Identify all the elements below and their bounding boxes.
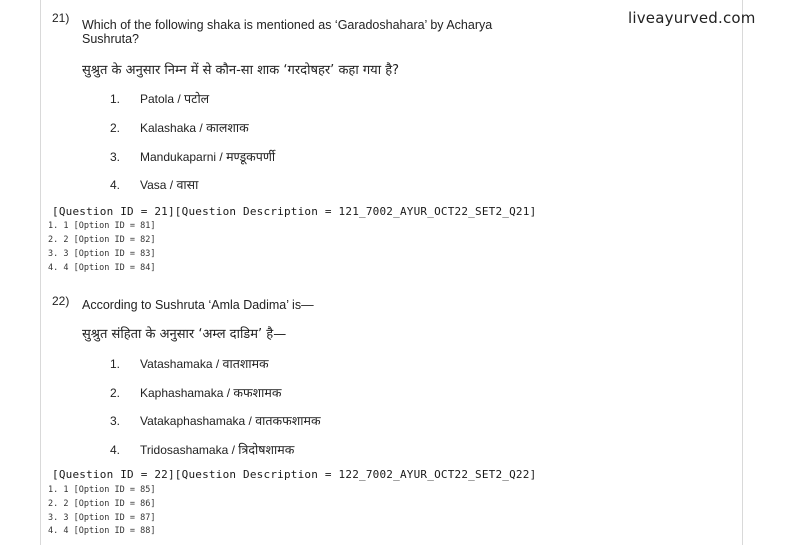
- right-margin-rule: [742, 0, 743, 545]
- option-id-line: 2. 2 [Option ID = 86]: [48, 499, 156, 509]
- option-text-en: Kaphashamaka: [140, 386, 224, 400]
- question-text-hi: सुश्रुत के अनुसार निम्न में से कौन-सा शाक ‘गरदोषहर’ कहा गया है?: [82, 63, 399, 78]
- option-1: 1. Patola / पटोल: [110, 91, 210, 106]
- option-4: 4. Vasa / वासा: [110, 177, 199, 192]
- question-meta: [Question ID = 22][Question Description = 122_7002_AYUR_OCT22_SET2_Q22]: [52, 468, 537, 481]
- option-number: 1.: [110, 92, 121, 106]
- option-text-en: Kalashaka: [140, 121, 197, 135]
- question-text-en: According to Sushruta ‘Amla Dadima’ is—: [82, 298, 314, 312]
- option-text-en: Patola: [140, 92, 175, 106]
- question-number: 22): [52, 294, 70, 308]
- option-text-en: Vasa: [140, 178, 167, 192]
- option-text-en: Vatakaphashamaka: [140, 414, 246, 428]
- option-number: 2.: [110, 121, 121, 135]
- option-number: 1.: [110, 357, 121, 371]
- option-number: 4.: [110, 178, 121, 192]
- option-text-hi: वातकफशामक: [255, 413, 321, 428]
- option-number: 4.: [110, 443, 121, 457]
- option-3: 3. Vatakaphashamaka / वातकफशामक: [110, 413, 321, 428]
- option-text-en: Tridosashamaka: [140, 443, 229, 457]
- option-id-line: 3. 3 [Option ID = 87]: [48, 513, 156, 523]
- option-1: 1. Vatashamaka / वातशामक: [110, 356, 269, 371]
- option-text-hi: कालशाक: [206, 120, 249, 135]
- option-number: 3.: [110, 414, 121, 428]
- option-id-line: 2. 2 [Option ID = 82]: [48, 235, 156, 245]
- option-id-line: 4. 4 [Option ID = 88]: [48, 526, 156, 536]
- option-2: 2. Kalashaka / कालशाक: [110, 120, 249, 135]
- option-3: 3. Mandukaparni / मण्डूकपर्णी: [110, 149, 276, 164]
- option-text-en: Vatashamaka: [140, 357, 213, 371]
- question-text-hi: सुश्रुत संहिता के अनुसार ‘अम्ल दाडिम’ है—: [82, 327, 287, 342]
- option-text-hi: वासा: [176, 177, 199, 192]
- option-id-line: 1. 1 [Option ID = 85]: [48, 485, 156, 495]
- option-text-hi: मण्डूकपर्णी: [226, 149, 276, 164]
- watermark: liveayurved.com: [628, 9, 756, 27]
- option-text-en: Mandukaparni: [140, 150, 217, 164]
- question-meta: [Question ID = 21][Question Description = 121_7002_AYUR_OCT22_SET2_Q21]: [52, 205, 537, 218]
- question-number: 21): [52, 11, 70, 25]
- option-number: 3.: [110, 150, 121, 164]
- question-text-en: Which of the following shaka is mentioned as ‘Garadoshahara’ by Acharya Sushruta?: [82, 18, 493, 46]
- option-text-hi: त्रिदोषशामक: [238, 442, 295, 457]
- option-2: 2. Kaphashamaka / कफशामक: [110, 385, 282, 400]
- option-4: 4. Tridosashamaka / त्रिदोषशामक: [110, 442, 295, 457]
- left-margin-rule: [40, 0, 41, 545]
- option-text-hi: कफशामक: [233, 385, 282, 400]
- option-number: 2.: [110, 386, 121, 400]
- option-id-line: 1. 1 [Option ID = 81]: [48, 221, 156, 231]
- option-id-line: 3. 3 [Option ID = 83]: [48, 249, 156, 259]
- option-text-hi: वातशामक: [222, 356, 269, 371]
- option-id-line: 4. 4 [Option ID = 84]: [48, 263, 156, 273]
- option-text-hi: पटोल: [184, 91, 210, 106]
